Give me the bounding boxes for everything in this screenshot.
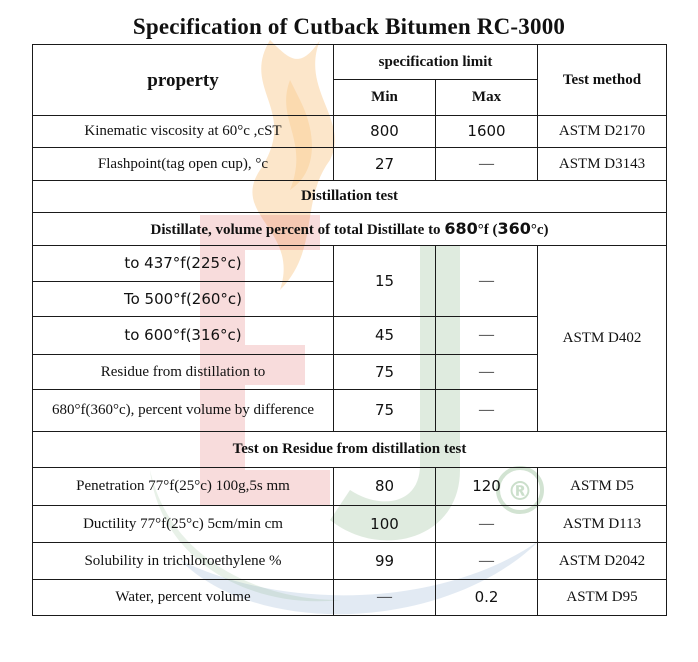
distillate-temp-c: 360 — [497, 218, 531, 238]
distillate-header — [33, 213, 667, 246]
section-title: Distillation test — [33, 181, 667, 213]
property-cell: Kinematic viscosity at 60°c ,cST — [33, 116, 334, 148]
method-cell: ASTM D2042 — [538, 543, 667, 580]
table-row — [33, 543, 667, 580]
property-cell: to 600°f(316°c) — [33, 317, 334, 355]
header-max: Max — [436, 80, 538, 116]
max-cell: — — [436, 148, 538, 181]
method-cell: ASTM D95 — [538, 580, 667, 616]
section-row-residue — [33, 432, 667, 468]
section-row-distillation — [33, 181, 667, 213]
min-cell: 75 — [334, 390, 436, 432]
max-cell: 1600 — [436, 116, 538, 148]
header-property: property — [33, 45, 334, 116]
property-cell: to 437°f(225°c) — [33, 246, 334, 282]
distillate-header-text: Distillate, volume percent of total Distillate to — [150, 221, 445, 238]
max-cell: — — [436, 317, 538, 355]
min-cell: 100 — [334, 506, 436, 543]
table-row — [33, 580, 667, 616]
registered-mark: ® — [507, 477, 533, 507]
section-title: Test on Residue from distillation test — [33, 432, 667, 468]
header-test-method: Test method — [538, 45, 667, 116]
method-cell: ASTM D3143 — [538, 148, 667, 181]
property-cell: Solubility in trichloroethylene % — [33, 543, 334, 580]
header-spec-limit: specification limit — [334, 45, 538, 80]
min-cell: 80 — [334, 468, 436, 506]
max-cell: 120 — [436, 468, 538, 506]
spec-table — [32, 44, 667, 616]
max-cell: — — [436, 355, 538, 390]
distillate-header-mid: °f ( — [477, 221, 498, 238]
table-row — [33, 246, 667, 282]
table-header-row — [33, 45, 667, 80]
max-cell: — — [436, 543, 538, 580]
property-cell: Penetration 77°f(25°c) 100g,5s mm — [33, 468, 334, 506]
property-cell: To 500°f(260°c) — [33, 282, 334, 317]
min-cell: 45 — [334, 317, 436, 355]
table-row — [33, 148, 667, 181]
min-cell: 75 — [334, 355, 436, 390]
max-cell: — — [436, 246, 538, 317]
max-cell: — — [436, 506, 538, 543]
method-cell: ASTM D402 — [538, 246, 667, 432]
method-cell: ASTM D5 — [538, 468, 667, 506]
page-title: Specification of Cutback Bitumen RC-3000 — [132, 14, 566, 39]
distillate-header-end: °c) — [530, 221, 549, 238]
table-row — [33, 506, 667, 543]
min-cell: 15 — [334, 246, 436, 317]
method-cell: ASTM D2170 — [538, 116, 667, 148]
max-cell: 0.2 — [436, 580, 538, 616]
method-cell: ASTM D113 — [538, 506, 667, 543]
min-cell: 800 — [334, 116, 436, 148]
min-cell: 99 — [334, 543, 436, 580]
max-cell: — — [436, 390, 538, 432]
property-cell: Residue from distillation to — [33, 355, 334, 390]
property-cell: 680°f(360°c), percent volume by difference — [33, 390, 334, 432]
distillate-temp-f: 680 — [444, 218, 478, 238]
header-min: Min — [334, 80, 436, 116]
property-cell: Flashpoint(tag open cup), °c — [33, 148, 334, 181]
property-cell: Water, percent volume — [33, 580, 334, 616]
min-cell: 27 — [334, 148, 436, 181]
table-row — [33, 116, 667, 148]
table-row — [33, 468, 667, 506]
section-row-distillate — [33, 213, 667, 246]
property-cell: Ductility 77°f(25°c) 5cm/min cm — [33, 506, 334, 543]
min-cell: — — [334, 580, 436, 616]
